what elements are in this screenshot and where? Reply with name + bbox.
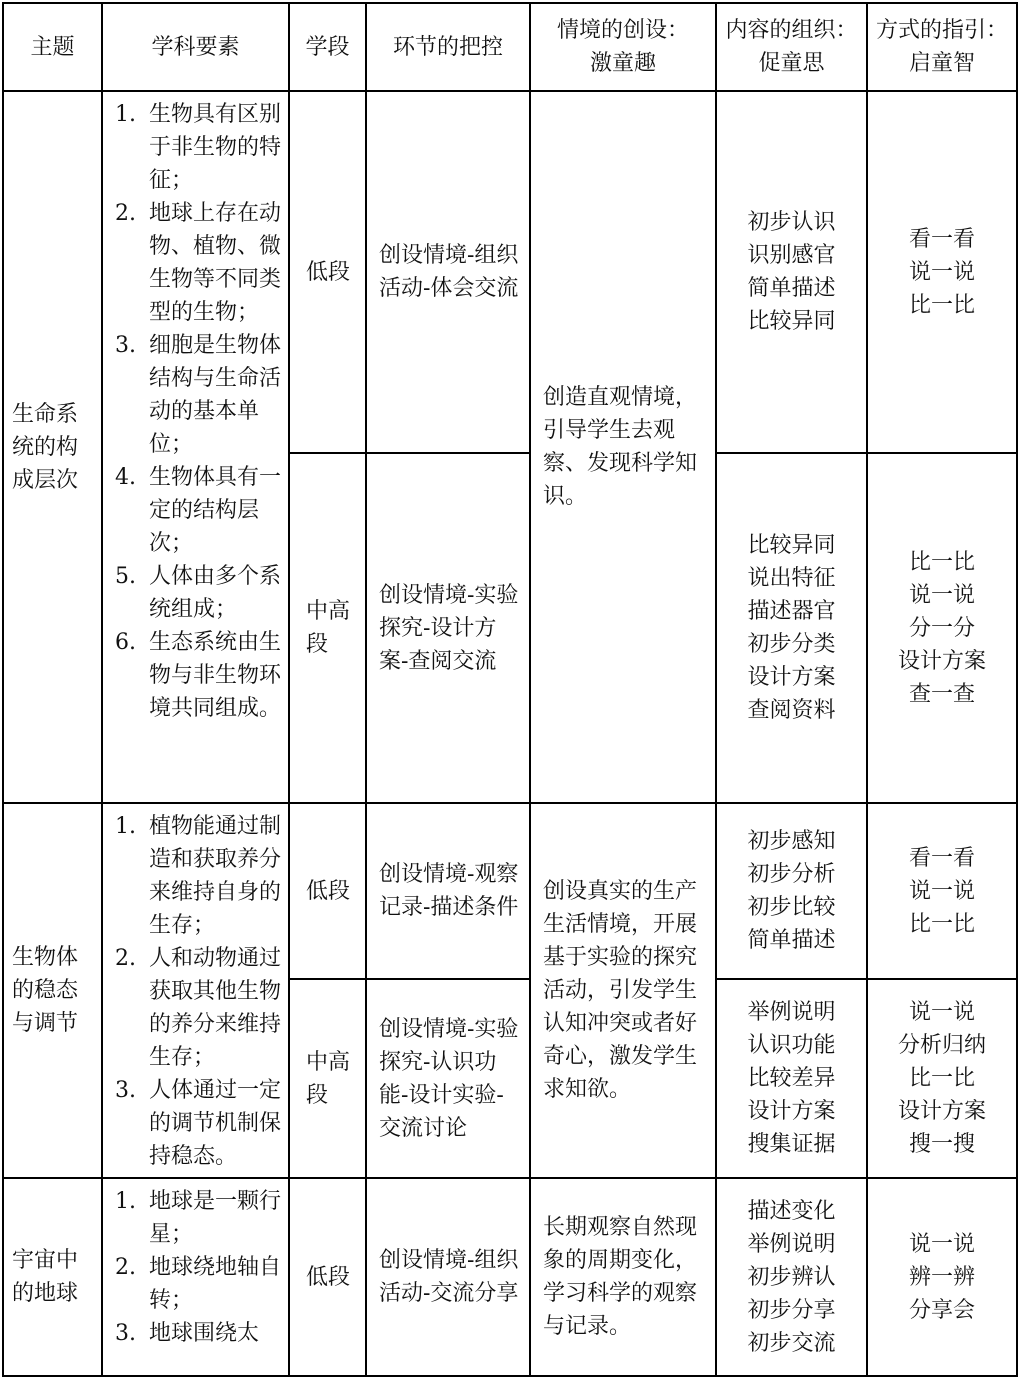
header-method-line1: 方式的指引：	[875, 18, 1008, 43]
header-theme: 主题	[3, 3, 102, 91]
list-item: 3. 细胞是生物体结构与生命活动的基本单位；	[115, 333, 282, 457]
list-item: 3. 人体通过一定的调节机制保持稳态。	[115, 1078, 282, 1169]
header-row	[3, 3, 1017, 91]
theme-cell: 生物体的稳态与调节	[3, 803, 102, 1178]
steps-cell: 创设情境-组织活动-交流分享	[366, 1178, 530, 1376]
header-stage: 学段	[289, 3, 366, 91]
elements-list	[115, 810, 284, 1173]
curriculum-table	[2, 2, 1018, 1377]
list-item: 2. 地球绕地轴自转；	[115, 1255, 282, 1313]
stage-cell: 低段	[289, 91, 366, 453]
list-item: 1. 生物具有区别于非生物的特征；	[115, 102, 282, 193]
list-item: 1. 地球是一颗行星；	[115, 1189, 282, 1247]
header-situation	[530, 3, 716, 91]
stage-cell: 低段	[289, 803, 366, 979]
elements-cell	[102, 1178, 289, 1376]
stage-cell: 低段	[289, 1178, 366, 1376]
header-content-line2: 促童思	[758, 51, 825, 76]
content-cell: 比较异同 说出特征 描述器官 初步分类 设计方案 查阅资料	[716, 453, 867, 803]
method-cell: 看一看 说一说 比一比	[867, 91, 1017, 453]
method-cell: 说一说 分析归纳 比一比 设计方案 搜一搜	[867, 979, 1017, 1178]
steps-cell: 创设情境-实验探究-认识功能-设计实验-交流讨论	[366, 979, 530, 1178]
list-item: 4. 生物体具有一定的结构层次；	[115, 465, 282, 556]
method-cell: 看一看 说一说 比一比	[867, 803, 1017, 979]
content-cell: 举例说明 认识功能 比较差异 设计方案 搜集证据	[716, 979, 867, 1178]
content-cell: 初步感知 初步分析 初步比较 简单描述	[716, 803, 867, 979]
content-cell: 描述变化 举例说明 初步辨认 初步分享 初步交流	[716, 1178, 867, 1376]
header-elements: 学科要素	[102, 3, 289, 91]
table-row	[3, 1178, 1017, 1376]
table-row	[3, 803, 1017, 979]
list-item: 6. 生态系统由生物与非生物环境共同组成。	[115, 630, 282, 721]
method-cell: 比一比 说一说 分一分 设计方案 查一查	[867, 453, 1017, 803]
list-item: 3. 地球围绕太	[115, 1321, 260, 1346]
situation-cell: 长期观察自然现象的周期变化，学习科学的观察与记录。	[530, 1178, 716, 1376]
header-method-line2: 启童智	[908, 51, 975, 76]
list-item: 5. 人体由多个系统组成；	[115, 564, 282, 622]
stage-cell: 中高段	[289, 979, 366, 1178]
theme-cell: 宇宙中的地球	[3, 1178, 102, 1376]
situation-cell: 创造直观情境，引导学生去观察、发现科学知识。	[530, 91, 716, 803]
elements-list	[115, 1185, 284, 1350]
theme-cell: 生命系统的构成层次	[3, 91, 102, 803]
elements-cell	[102, 91, 289, 803]
header-situation-line2: 激童趣	[589, 51, 656, 76]
method-cell: 说一说 辨一辨 分享会	[867, 1178, 1017, 1376]
elements-cell	[102, 803, 289, 1178]
situation-cell: 创设真实的生产生活情境，开展基于实验的探究活动，引发学生认知冲突或者好奇心，激发学生求知欲。	[530, 803, 716, 1178]
content-cell: 初步认识 识别感官 简单描述 比较异同	[716, 91, 867, 453]
elements-list	[115, 98, 284, 725]
header-steps: 环节的把控	[366, 3, 530, 91]
stage-cell: 中高段	[289, 453, 366, 803]
header-situation-line1: 情境的创设：	[556, 18, 689, 43]
steps-cell: 创设情境-组织活动-体会交流	[366, 91, 530, 453]
list-item: 1. 植物能通过制造和获取养分来维持自身的生存；	[115, 814, 282, 938]
header-method	[867, 3, 1017, 91]
list-item: 2. 人和动物通过获取其他生物的养分来维持生存；	[115, 946, 282, 1070]
header-content	[716, 3, 867, 91]
table-row	[3, 91, 1017, 453]
list-item: 2. 地球上存在动物、植物、微生物等不同类型的生物；	[115, 201, 282, 325]
steps-cell: 创设情境-实验探究-设计方案-查阅交流	[366, 453, 530, 803]
steps-cell: 创设情境-观察记录-描述条件	[366, 803, 530, 979]
header-content-line1: 内容的组织：	[725, 18, 858, 43]
